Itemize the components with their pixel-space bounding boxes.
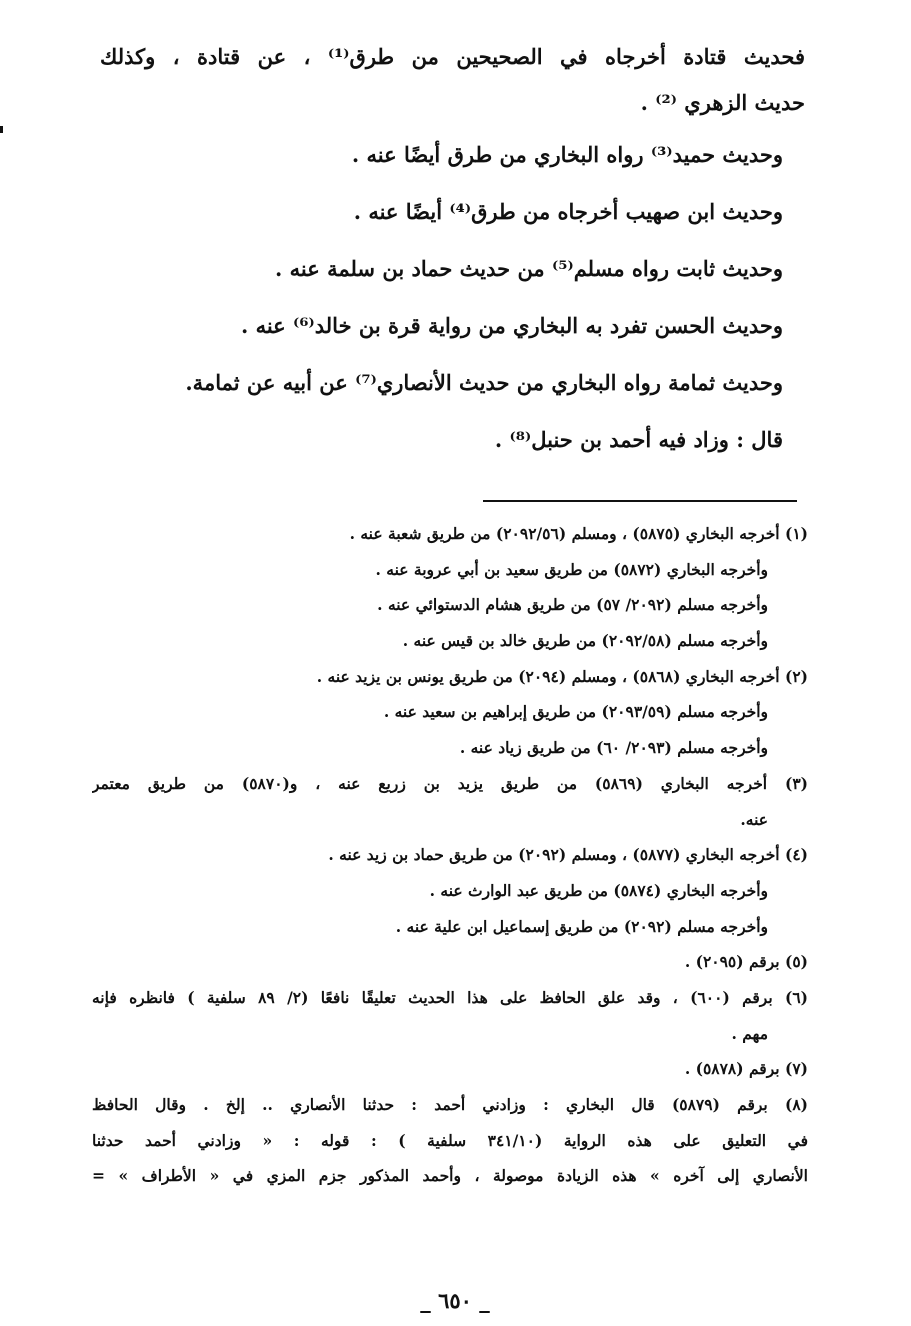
main-line: فحديث قتادة أخرجاه في الصحيحين من طرق⁽¹⁾ ، عن قتادة ، وكذلك [100,44,805,69]
footnote-line: (٥) برقم (٢٠٩٥) . [684,952,808,972]
footnote-line: وأخرجه مسلم (٢٠٩٢/٥٨) من طريق خالد بن قيس عنه . [402,631,768,651]
footnote-line: (٨) برقم (٥٨٧٩) قال البخاري : وزادني أحمد : حدثنا الأنصاري .. إلخ . وقال الحافظ [92,1095,808,1114]
footnote-line: وأخرجه مسلم (٢٠٩٣/ ٦٠) من طريق زياد عنه . [459,738,768,758]
footnote-line: وأخرجه مسلم (٢٠٩٣/٥٩) من طريق إبراهيم بن سعيد عنه . [383,702,768,722]
footnote-line: وأخرجه البخاري (٥٨٧٤) من طريق عبد الوارث عنه . [429,880,768,900]
footnote-line: في التعليق على هذه الرواية (٣٤١/١٠ سلفية ) : قوله : « وزادني أحمد حدثنا [92,1130,808,1150]
main-line: وحديث حميد⁽³⁾ رواه البخاري من طرق أيضًا عنه . [351,142,783,167]
footnote-line: الأنصاري إلى آخره » هذه الزيادة موصولة ، وأحمد المذكور جزم المزي في « الأطراف » = [92,1166,808,1186]
main-line: وحديث ابن صهيب أخرجاه من طرق⁽⁴⁾ أيضًا عنه . [353,199,783,224]
footnote-line: (٧) برقم (٥٨٧٨) . [684,1059,808,1079]
main-line: وحديث ثمامة رواه البخاري من حديث الأنصاري⁽⁷⁾ عن أبيه عن ثمامة. [185,370,783,395]
footnote-line: مهم . [731,1023,768,1043]
footnote-divider [483,500,797,502]
margin-mark [0,126,3,133]
footnote-line: وأخرجه البخاري (٥٨٧٢) من طريق سعيد بن أبي عروبة عنه . [375,559,768,579]
footnote-line: عنه. [740,809,768,829]
footnote-line: (١) أخرجه البخاري (٥٨٧٥) ، ومسلم (٢٠٩٢/٥٦) من طريق شعبة عنه . [349,524,808,543]
footnote-line: (٦) برقم (٦٠٠) ، وقد علق الحافظ على هذا الحديث تعليقًا نافعًا (٢/ ٨٩ سلفية ) فانظره فإنه [92,987,808,1007]
main-line: وحديث ثابت رواه مسلم⁽⁵⁾ من حديث حماد بن سلمة عنه . [275,256,783,281]
main-line: وحديث الحسن تفرد به البخاري من رواية قرة بن خالد⁽⁶⁾ عنه . [240,313,783,338]
footnote-line: (٢) أخرجه البخاري (٥٨٦٨) ، ومسلم (٢٠٩٤) من طريق يونس بن يزيد عنه . [316,666,808,686]
footnote-line: وأخرجه مسلم (٢٠٩٢) من طريق إسماعيل ابن علية عنه . [395,916,768,936]
page-number: _ ٦٥٠ _ [420,1288,490,1313]
main-text [100,34,805,468]
footnotes [92,516,808,1194]
footnote-line: (٤) أخرجه البخاري (٥٨٧٧) ، ومسلم (٢٠٩٢) من طريق حماد بن زيد عنه . [328,845,808,865]
main-line: قال : وزاد فيه أحمد بن حنبل⁽⁸⁾ . [494,427,783,452]
footnote-line: (٣) أخرجه البخاري (٥٨٦٩) من طريق يزيد بن زريع عنه ، و(٥٨٧٠) من طريق معتمر [92,773,808,793]
main-line: حديث الزهري ⁽²⁾ . [640,90,805,115]
footnote-line: وأخرجه مسلم (٢٠٩٢/ ٥٧) من طريق هشام الدستوائي عنه . [377,595,768,615]
